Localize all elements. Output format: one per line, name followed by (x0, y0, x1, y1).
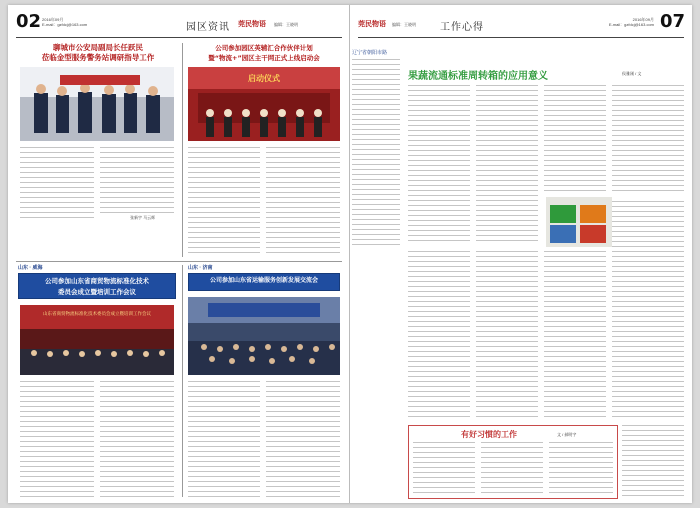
article1-photo (20, 67, 174, 141)
article3-photo (20, 305, 174, 375)
paper-logo: 莞民物语 (238, 19, 266, 28)
essay-body-col1 (413, 442, 475, 496)
right-page-header (358, 11, 684, 38)
article1-author: 张新宇 马云辉 (130, 215, 156, 220)
article4-body-col1 (188, 381, 260, 497)
sidebar-body (352, 59, 400, 245)
article4-tag: 山东 · 济南 (188, 265, 213, 271)
article2-photo-banner: 启动仪式 (248, 74, 280, 83)
header-email: E-mail：gzfdcj@163.com (608, 22, 654, 27)
section-title: 园区资讯 (186, 22, 230, 33)
article4-banner: 公司参加山东省运输服务创新发展交流会 (188, 273, 340, 291)
horizontal-divider (16, 261, 342, 262)
article2-body-col2 (266, 147, 340, 257)
feature-body-col4 (612, 85, 684, 195)
editor-credit: 编辑：王晓明 (392, 22, 416, 27)
article3-banner: 公司参加山东省商贸物流标准化技术 委员会成立暨培训工作会议 (18, 273, 176, 299)
feature-body-col6 (476, 251, 538, 421)
paper-logo: 莞民物语 (358, 19, 386, 28)
feature-body-col8 (612, 201, 684, 421)
essay-body-col2 (481, 442, 543, 496)
article3-body-col2 (100, 381, 174, 497)
essay-side-body (622, 425, 684, 497)
newspaper-spread (8, 5, 692, 503)
left-page (8, 5, 350, 503)
essay-box (408, 425, 618, 499)
section-title: 工作心得 (440, 22, 484, 33)
sidebar-tag: 辽宁省朝阳市路 (352, 50, 388, 56)
article1-body-col1 (20, 147, 94, 219)
article2-photo (188, 67, 340, 141)
feature-body-col2 (476, 85, 538, 245)
right-page (350, 5, 692, 503)
feature-author: 侯雅刚 / 文 (622, 71, 642, 76)
article3-tag: 山东 · 威海 (18, 265, 43, 271)
feature-body-col1 (408, 85, 470, 245)
page-number: 02 (16, 11, 42, 32)
article4-body-col2 (266, 381, 340, 497)
article1-body-col2 (100, 147, 174, 213)
article4-photo (188, 297, 340, 375)
essay-author: 文 / 郝明宇 (557, 432, 577, 437)
article1-headline: 聊城市公安局副局长任跃民 莅临金型服务警务站调研指导工作 (41, 43, 155, 62)
article3-photo-banner: 山东省商贸物流标准化技术委员会成立暨培训工作会议 (43, 312, 151, 317)
page-number: 07 (660, 11, 686, 32)
feature-photo-crates (546, 197, 612, 247)
article2-body-col1 (188, 147, 260, 257)
header-date: 2016年09月 (42, 17, 64, 22)
feature-body-col5 (408, 251, 470, 421)
column-divider (182, 43, 183, 257)
article2-headline: 公司参加园区英辅汇合作伙伴计划 暨“物流+”园区主干网正式上线启动会 (208, 44, 320, 62)
header-email: E-mail：gzfdcj@163.com (42, 22, 88, 27)
header-date: 2016年09月 (632, 17, 654, 22)
essay-title: 有好习惯的工作 (461, 429, 517, 439)
editor-credit: 编辑：王晓明 (274, 22, 298, 27)
feature-body-col3 (544, 85, 606, 195)
feature-body-col7 (544, 251, 606, 421)
left-page-header (16, 11, 342, 38)
feature-headline: 果蔬流通标准周转箱的应用意义 (408, 71, 548, 82)
essay-body-col3 (549, 442, 613, 496)
column-divider (182, 265, 183, 497)
article3-body-col1 (20, 381, 94, 497)
